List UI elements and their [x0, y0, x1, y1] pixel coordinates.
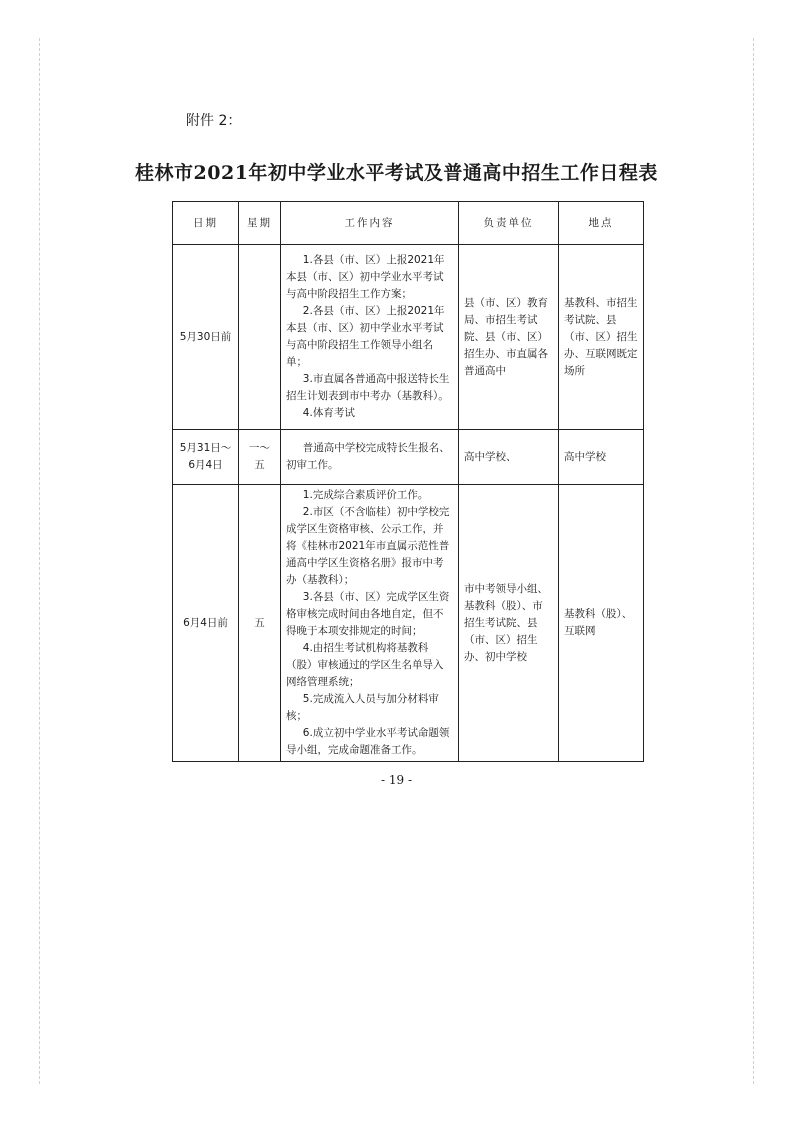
table-header-row [173, 202, 644, 245]
header-place: 地点 [559, 202, 644, 245]
row-place: 基教科、市招生考试院、县（市、区）招生办、互联网既定场所 [559, 245, 644, 430]
content-item: 1.完成综合素质评价工作。 [302, 489, 429, 501]
row-unit: 县（市、区）教育局、市招生考试院、县（市、区）招生办、市直属各普通高中 [459, 245, 559, 430]
row-day [239, 245, 281, 430]
row-unit: 市中考领导小组、基教科（股）、市招生考试院、县（市、区）招生办、初中学校 [459, 485, 559, 762]
header-date: 日期 [173, 202, 239, 245]
page-margin-right [753, 38, 754, 1084]
schedule-table [172, 201, 644, 762]
page-number: - 19 - [380, 773, 412, 787]
content-item: 5.完成流入人员与加分材料审核； [286, 693, 439, 722]
page-margin-left [39, 38, 40, 1084]
header-day: 星期 [239, 202, 281, 245]
table-row [173, 485, 644, 762]
row-day: 一～五 [239, 430, 281, 485]
row-place: 基教科（股）、互联网 [559, 485, 644, 762]
table-row [173, 245, 644, 430]
row-date: 6月4日前 [173, 485, 239, 762]
content-item: 3.各县（市、区）完成学区生资格审核完成时间由各地自定，但不得晚于本项安排规定的时间； [286, 591, 450, 637]
row-day: 五 [239, 485, 281, 762]
content-item: 4.体育考试 [302, 407, 355, 419]
header-content: 工作内容 [281, 202, 459, 245]
row-content [281, 485, 459, 762]
content-item: 6.成立初中学业水平考试命题领导小组，完成命题准备工作。 [286, 727, 450, 756]
row-content [281, 245, 459, 430]
table-row [173, 430, 644, 485]
header-unit: 负责单位 [459, 202, 559, 245]
row-date: 5月31日～6月4日 [173, 430, 239, 485]
content-item: 2.市区（不含临桂）初中学校完成学区生资格审核、公示工作，并将《桂林市2021年市直属示范性普通高中学区生资格名册》报市中考办（基教科）； [286, 506, 450, 586]
row-unit: 高中学校、 [459, 430, 559, 485]
content-item: 3.市直属各普通高中报送特长生招生计划表到市中考办（基教科）。 [286, 373, 450, 402]
content-item: 4.由招生考试机构将基教科（股）审核通过的学区生名单导入网络管理系统； [286, 642, 444, 688]
row-date: 5月30日前 [173, 245, 239, 430]
document-title: 桂林市2021年初中学业水平考试及普通高中招生工作日程表 [135, 162, 658, 184]
row-content [281, 430, 459, 485]
content-item: 1.各县（市、区）上报2021年本县（市、区）初中学业水平考试与高中阶段招生工作方案； [286, 254, 445, 300]
content-item: 2.各县（市、区）上报2021年本县（市、区）初中学业水平考试与高中阶段招生工作领导小组名单； [286, 305, 445, 368]
row-place: 高中学校 [559, 430, 644, 485]
content-item: 普通高中学校完成特长生报名、初审工作。 [286, 442, 450, 471]
attachment-label: 附件 2： [186, 113, 242, 129]
